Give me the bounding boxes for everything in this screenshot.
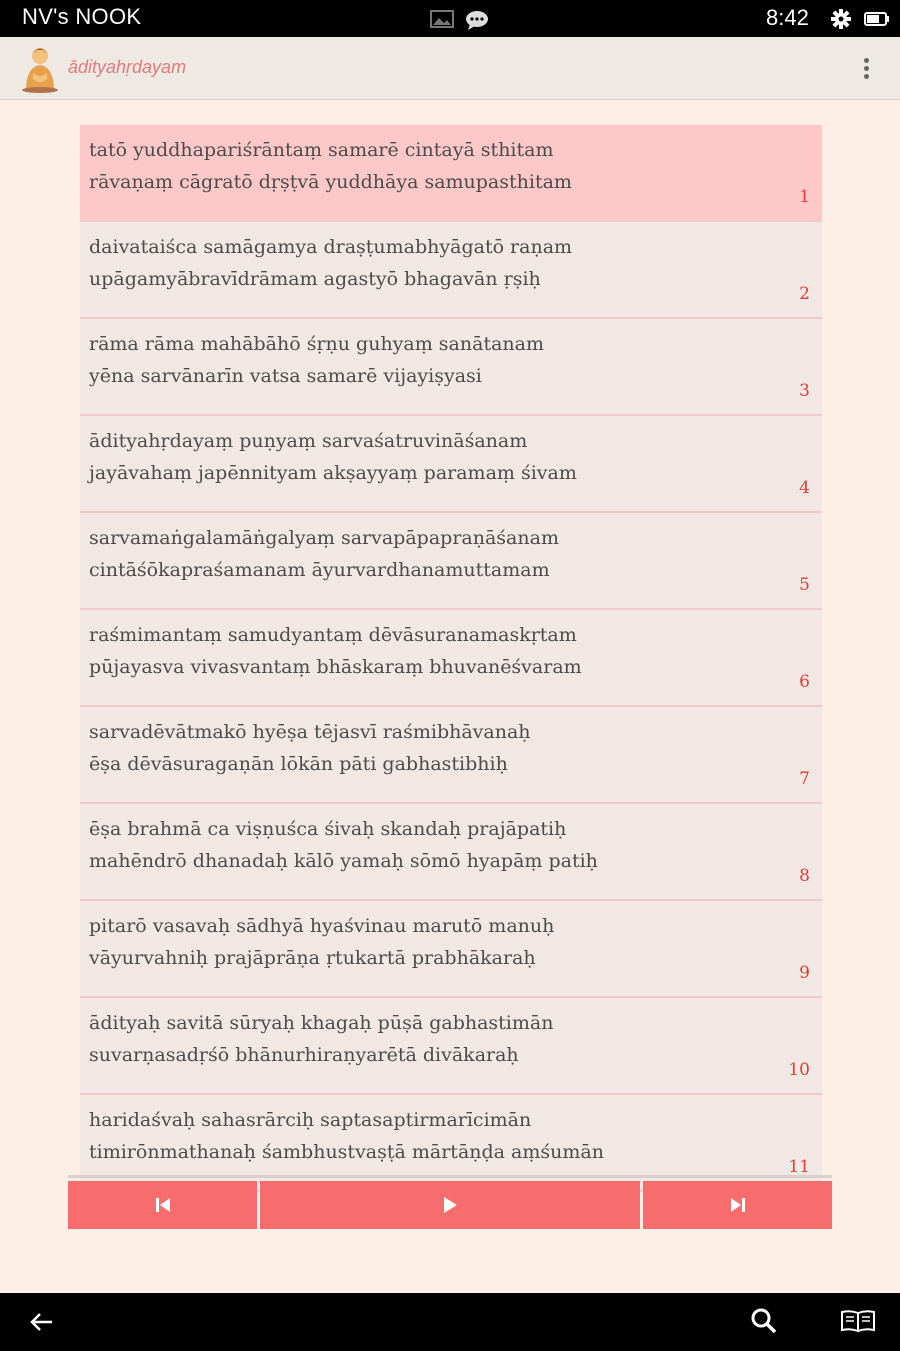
back-arrow-icon[interactable] [30, 1311, 54, 1333]
verse-line: ēṣa brahmā ca viṣṇuśca śivaḥ skandaḥ prajāpatiḥ [89, 818, 567, 840]
device-brand: NV's NOOK [22, 4, 142, 29]
verse-line: haridaśvaḥ sahasrārciḥ saptasaptirmarīcimān [89, 1109, 532, 1131]
sage-avatar-icon [20, 45, 60, 93]
verse-line: ādityaḥ savitā sūryaḥ khagaḥ pūṣā gabhastimān [89, 1012, 554, 1034]
verse-number: 7 [799, 769, 810, 789]
search-icon[interactable] [750, 1307, 778, 1335]
verse-line: upāgamyābravīdrāmam agastyō bhagavān ṛṣiḥ [89, 268, 541, 290]
verse-number: 1 [799, 187, 810, 207]
verse-line: mahēndrō dhanadaḥ kālō yamaḥ sōmō hyapāṃ patiḥ [89, 850, 598, 872]
verse-number: 3 [799, 381, 810, 401]
verse-number: 4 [799, 478, 810, 498]
clock: 8:42 [766, 5, 809, 30]
verse-item[interactable] [80, 513, 822, 610]
verse-item[interactable] [80, 998, 822, 1095]
verse-line: suvarṇasadṛśō bhānurhiraṇyarētā divākaraḥ [89, 1044, 519, 1066]
verse-line: pūjayasva vivasvantaṃ bhāskaraṃ bhuvanēśvaram [89, 656, 582, 678]
image-icon [430, 9, 454, 29]
verse-line: rāvaṇaṃ cāgratō dṛṣṭvā yuddhāya samupasthitam [89, 171, 572, 193]
verse-line: ēṣa dēvāsuragaṇān lōkān pāti gabhastibhiḥ [89, 753, 508, 775]
verse-item[interactable] [80, 319, 822, 416]
status-bar [0, 0, 900, 37]
verse-item[interactable] [80, 804, 822, 901]
verse-number: 2 [799, 284, 810, 304]
previous-button[interactable] [68, 1181, 257, 1229]
play-button[interactable] [260, 1181, 640, 1229]
verse-item[interactable] [80, 222, 822, 319]
next-button[interactable] [643, 1181, 832, 1229]
verse-line: rāma rāma mahābāhō śṛṇu guhyaṃ sanātanam [89, 333, 544, 355]
verse-line: sarvamaṅgalamāṅgalyaṃ sarvapāpapraṇāśanam [89, 527, 559, 549]
verse-number: 5 [799, 575, 810, 595]
overflow-menu-icon[interactable] [858, 56, 874, 82]
app-bar [0, 37, 900, 100]
skip-previous-icon [155, 1197, 171, 1213]
verse-line: daivataiśca samāgamya draṣṭumabhyāgatō raṇam [89, 236, 573, 258]
verse-line: pitarō vasavaḥ sādhyā hyaśvinau marutō manuḥ [89, 915, 555, 937]
verse-item[interactable] [80, 416, 822, 513]
play-icon [442, 1196, 458, 1214]
verse-line: vāyurvahniḥ prajāprāṇa ṛtukartā prabhākaraḥ [89, 947, 536, 969]
verse-line: jayāvahaṃ japēnnityam akṣayyaṃ paramaṃ śivam [89, 462, 577, 484]
verse-number: 6 [799, 672, 810, 692]
verse-line: raśmimantaṃ samudyantaṃ dēvāsuranamaskṛtam [89, 624, 577, 646]
library-icon[interactable] [840, 1309, 878, 1335]
page-title: ādityahṛdayam [68, 57, 187, 77]
verse-list[interactable] [80, 125, 822, 1177]
verse-line: tatō yuddhapariśrāntaṃ samarē cintayā sthitam [89, 139, 554, 161]
chat-icon [465, 9, 489, 31]
verse-number: 10 [788, 1060, 810, 1080]
battery-icon [864, 11, 890, 27]
verse-line: sarvadēvātmakō hyēṣa tējasvī raśmibhāvanaḥ [89, 721, 531, 743]
navigation-bar [0, 1293, 900, 1351]
gear-icon[interactable] [830, 8, 852, 30]
verse-line: yēna sarvānarīn vatsa samarē vijayiṣyasi [89, 365, 482, 387]
verse-item[interactable] [80, 707, 822, 804]
skip-next-icon [730, 1197, 746, 1213]
verse-line: timirōnmathanaḥ śambhustvaṣṭā mārtāṇḍa aṃśumān [89, 1141, 604, 1163]
verse-number: 11 [788, 1157, 810, 1177]
verse-number: 9 [799, 963, 810, 983]
verse-number: 8 [799, 866, 810, 886]
verse-line: ādityahṛdayaṃ puṇyaṃ sarvaśatruvināśanam [89, 430, 528, 452]
verse-item[interactable] [80, 125, 822, 222]
verse-line: cintāśōkapraśamanam āyurvardhanamuttamam [89, 559, 550, 581]
verse-item[interactable] [80, 901, 822, 998]
verse-item[interactable] [80, 610, 822, 707]
playback-controls [68, 1175, 832, 1229]
